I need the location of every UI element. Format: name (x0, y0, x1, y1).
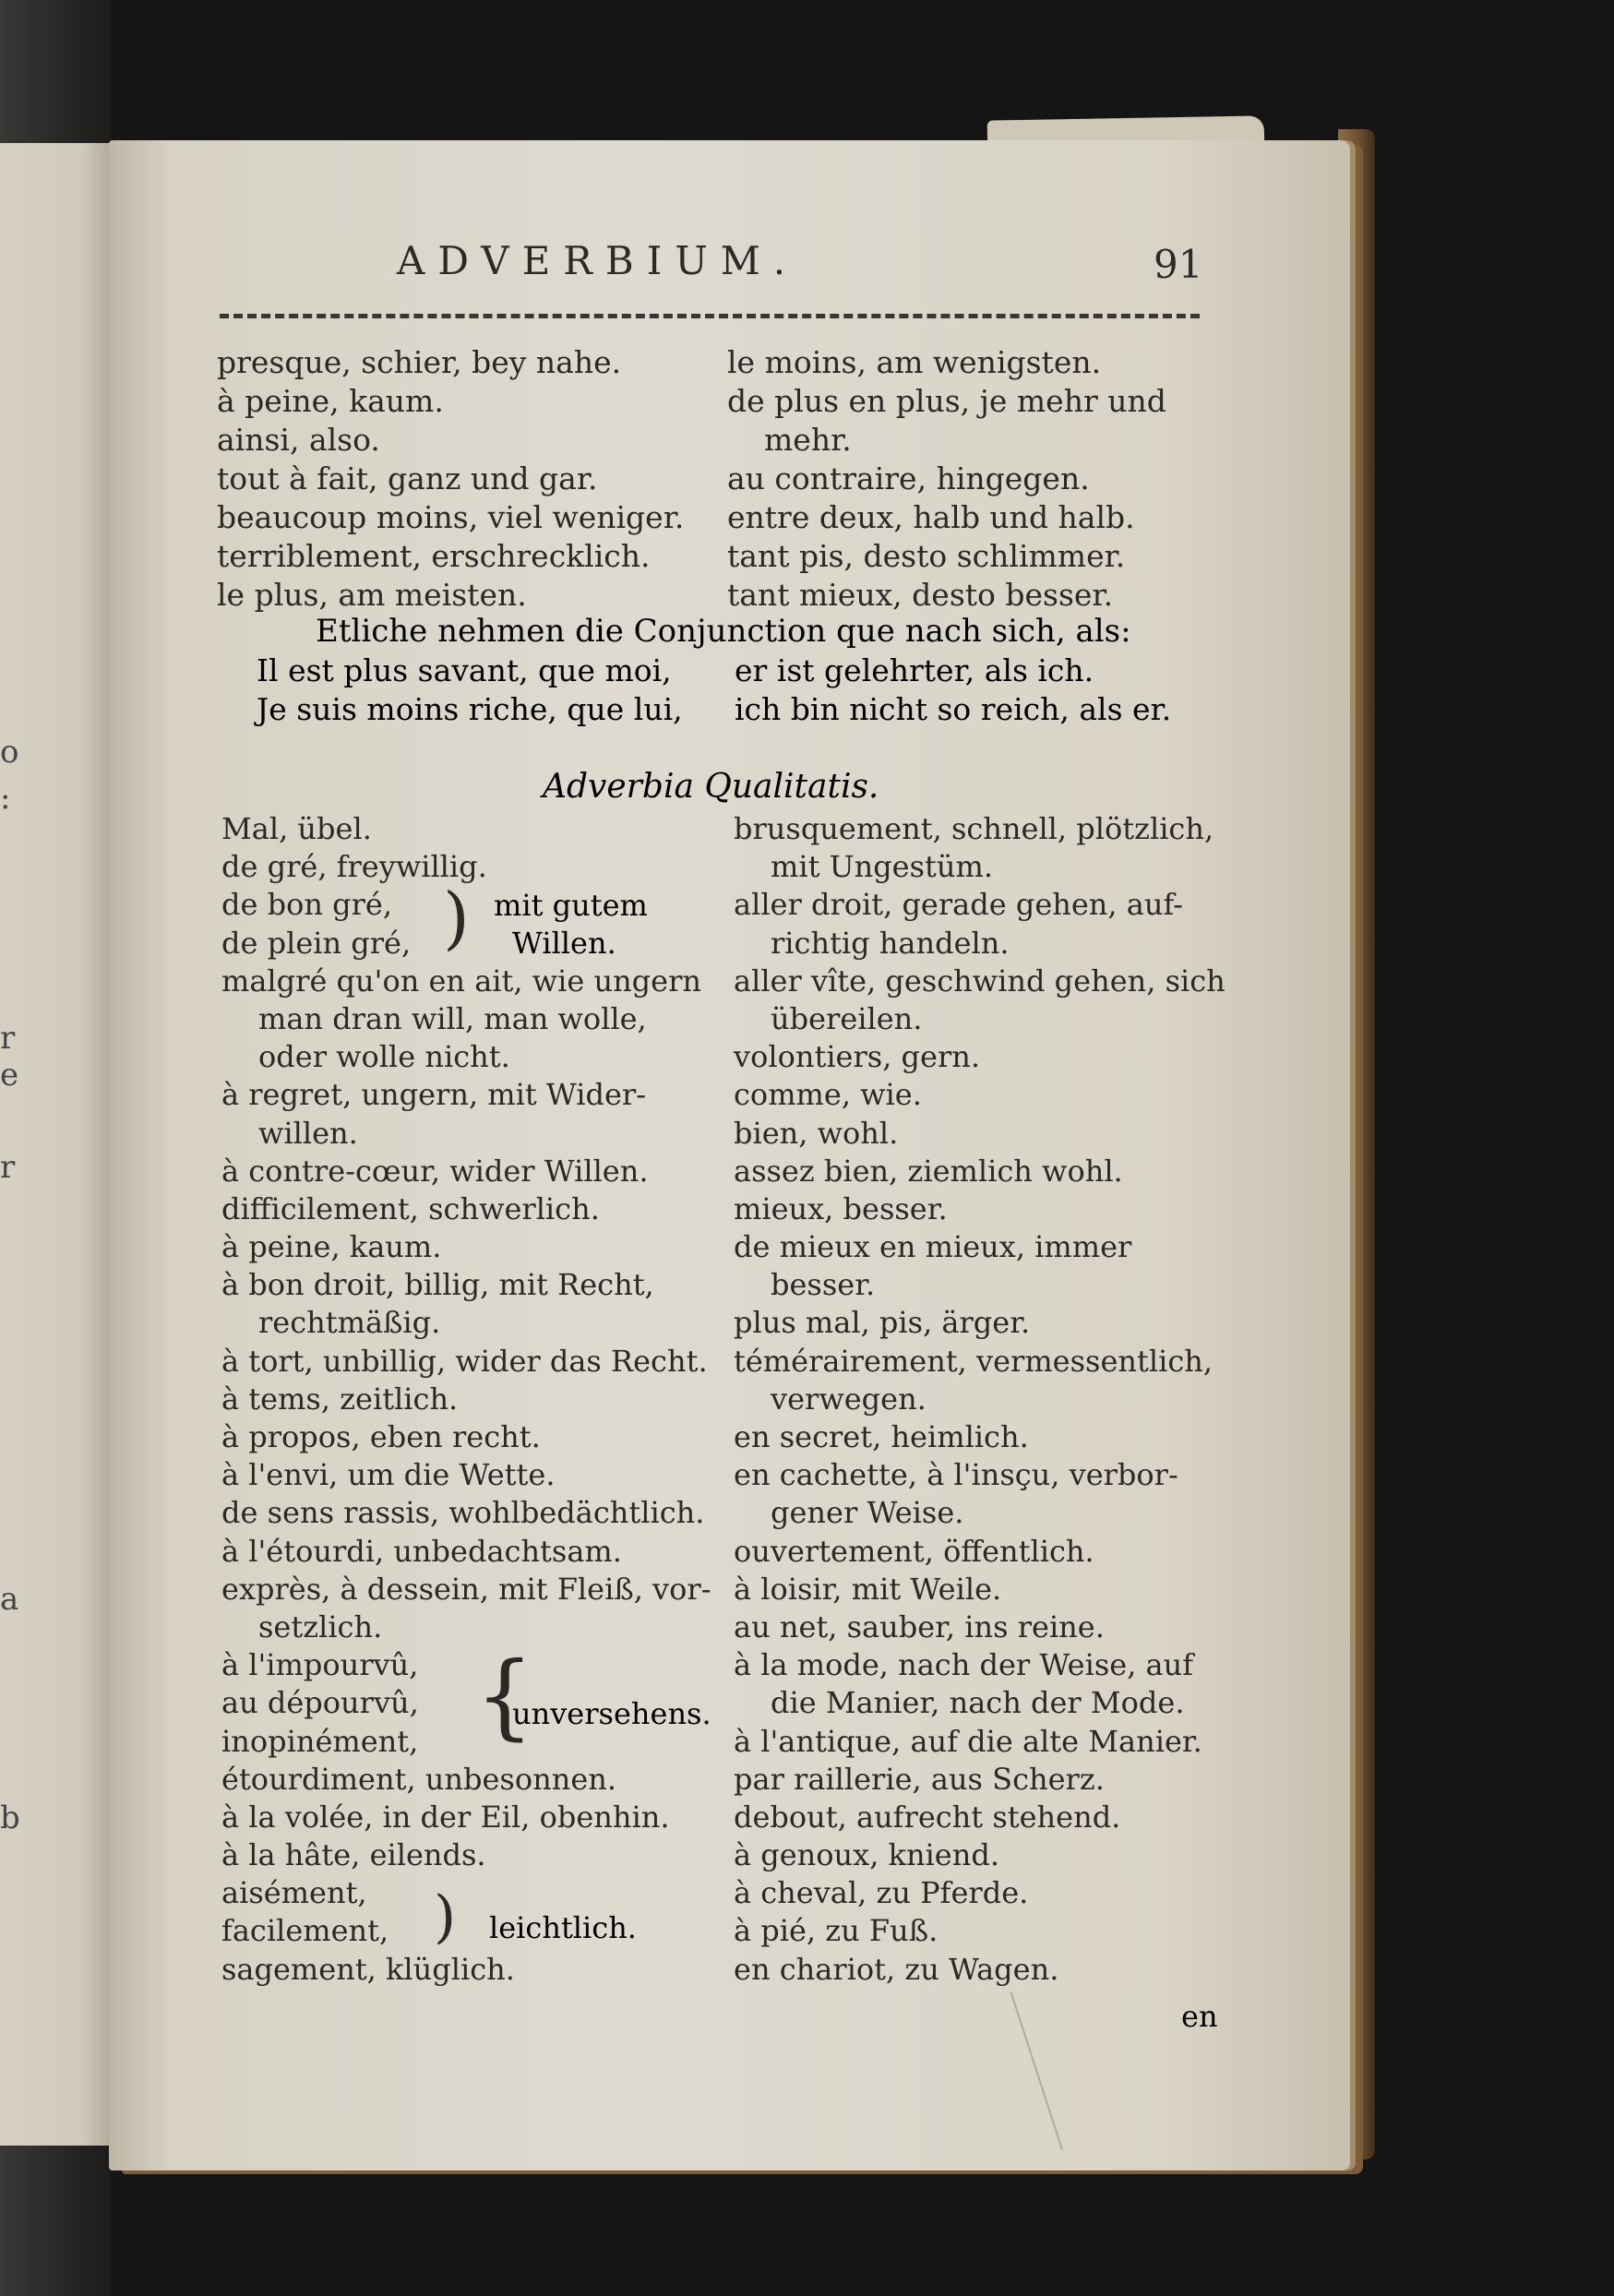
entry-line: setzlich. (258, 1608, 383, 1644)
qualitatis-left-column (221, 810, 711, 1989)
entry-line: de plein gré, (221, 925, 412, 961)
entry-line: par raillerie, aus Scherz. (734, 1761, 1105, 1797)
entry-line: à loisir, mit Weile. (734, 1571, 1002, 1607)
entry-line: willen. (258, 1115, 358, 1151)
edge-letter: : (0, 780, 11, 817)
entry-line: presque, schier, bey nahe. (217, 344, 622, 380)
entry-line: tant pis, desto schlimmer. (727, 538, 1126, 574)
entry-line: man dran will, man wolle, (258, 1000, 647, 1036)
brace-gloss: leichtlich. (489, 1910, 637, 1945)
entry-line: assez bien, ziemlich wohl. (734, 1153, 1123, 1189)
entry-line: à tort, unbillig, wider das Recht. (221, 1343, 708, 1379)
entry-line: au contraire, hingegen. (727, 460, 1090, 496)
entry-line: de bon gré, (221, 887, 393, 923)
conjunction-note: Etliche nehmen die Conjunction que nach sich, als: (316, 613, 1131, 650)
top-right-column (727, 343, 1166, 615)
right-brace: ) (434, 1883, 457, 1950)
entry-line: mit Ungestüm. (771, 849, 994, 885)
entry-line: rechtmäßig. (258, 1305, 441, 1341)
entry-line: à l'antique, auf die alte Manier. (734, 1723, 1202, 1759)
entry-line: étourdiment, unbesonnen. (221, 1761, 617, 1797)
entry-line: inopinément, (221, 1723, 419, 1759)
entry-line: facilement, (221, 1913, 389, 1949)
entry-line: übereilen. (771, 1000, 923, 1036)
entry-line: die Manier, nach der Mode. (771, 1685, 1185, 1721)
entry-line: terriblement, erschrecklich. (217, 538, 651, 574)
qualitatis-right-column (734, 810, 1225, 1989)
entry-line: tout à fait, ganz und gar. (217, 460, 598, 496)
entry-line: de plus en plus, je mehr und (727, 383, 1166, 419)
edge-letter: a (0, 1581, 19, 1618)
entry-line: à pié, zu Fuß. (734, 1913, 939, 1949)
entry-line: de mieux en mieux, immer (734, 1229, 1132, 1265)
entry-line: à l'impourvû, (221, 1647, 419, 1683)
top-left-column (217, 343, 684, 615)
entry-line: richtig handeln. (771, 925, 1010, 961)
section-heading: Adverbia Qualitatis. (543, 768, 879, 806)
entry-line: sagement, klüglich. (221, 1951, 515, 1987)
entry-line: en chariot, zu Wagen. (734, 1951, 1059, 1987)
example-line: Il est plus savant, que moi, (257, 652, 672, 688)
examples-french (257, 652, 683, 729)
entry-line: en cachette, à l'insçu, verbor- (734, 1457, 1178, 1493)
examples-german (735, 652, 1171, 729)
edge-letter: e (0, 1057, 19, 1094)
entry-line: à cheval, zu Pferde. (734, 1875, 1029, 1911)
entry-line: au net, sauber, ins reine. (734, 1608, 1105, 1644)
entry-line: à la mode, nach der Weise, auf (734, 1647, 1194, 1683)
entry-line: ouvertement, öffentlich. (734, 1533, 1094, 1569)
entry-line: brusquement, schnell, plötzlich, (734, 811, 1214, 846)
entry-line: à regret, ungern, mit Wider- (221, 1077, 646, 1113)
entry-line: mehr. (764, 422, 852, 458)
entry-line: entre deux, halb und halb. (727, 499, 1135, 535)
entry-line: bien, wohl. (734, 1115, 899, 1151)
entry-line: de gré, freywillig. (221, 849, 487, 885)
entry-line: volontiers, gern. (734, 1039, 981, 1075)
entry-line: à la hâte, eilends. (221, 1837, 486, 1873)
example-line: er ist gelehrter, als ich. (735, 652, 1094, 688)
entry-line: Mal, übel. (221, 811, 372, 846)
entry-line: le plus, am meisten. (217, 577, 527, 613)
curly-brace: { (475, 1642, 534, 1750)
entry-line: exprès, à dessein, mit Fleiß, vor- (221, 1571, 711, 1607)
entry-line: oder wolle nicht. (258, 1039, 510, 1075)
entry-line: ainsi, also. (217, 422, 380, 458)
brace-gloss-line: mit gutem (494, 888, 648, 923)
entry-line: en secret, heimlich. (734, 1419, 1029, 1454)
brace-gloss-line: Willen. (512, 926, 616, 961)
entry-line: à tems, zeitlich. (221, 1381, 459, 1417)
left-page-edge (0, 143, 118, 2146)
entry-line: à l'envi, um die Wette. (221, 1457, 556, 1493)
entry-line: comme, wie. (734, 1077, 922, 1113)
entry-line: malgré qu'on en ait, wie ungern (221, 963, 701, 999)
right-brace: ) (443, 879, 470, 958)
entry-line: aller vîte, geschwind gehen, sich (734, 963, 1225, 999)
catchword: en (1181, 1999, 1218, 2034)
running-title: ADVERBIUM. (397, 238, 799, 283)
entry-line: plus mal, pis, ärger. (734, 1305, 1031, 1341)
page-number: 91 (1154, 242, 1203, 287)
entry-line: aller droit, gerade gehen, auf- (734, 887, 1183, 923)
header-rule (220, 314, 1200, 318)
edge-letter: r (0, 1020, 16, 1057)
entry-line: difficilement, schwerlich. (221, 1190, 600, 1226)
entry-line: à peine, kaum. (221, 1229, 442, 1265)
entry-line: beaucoup moins, viel weniger. (217, 499, 685, 535)
entry-line: debout, aufrecht stehend. (734, 1799, 1121, 1835)
entry-line: gener Weise. (771, 1495, 964, 1531)
entry-line: verwegen. (771, 1381, 927, 1417)
edge-letter: o (0, 734, 19, 771)
entry-line: à la volée, in der Eil, obenhin. (221, 1799, 670, 1835)
entry-line: à l'étourdi, unbedachtsam. (221, 1533, 622, 1569)
entry-line: tant mieux, desto besser. (727, 577, 1114, 613)
entry-line: aisément, (221, 1875, 367, 1911)
entry-line: à genoux, kniend. (734, 1837, 999, 1873)
edge-letter: r (0, 1149, 16, 1186)
entry-line: le moins, am wenigsten. (727, 344, 1102, 380)
entry-line: à peine, kaum. (217, 383, 444, 419)
entry-line: témérairement, vermessentlich, (734, 1343, 1213, 1379)
entry-line: à propos, eben recht. (221, 1419, 541, 1454)
entry-line: au dépourvû, (221, 1685, 419, 1721)
entry-line: de sens rassis, wohlbedächtlich. (221, 1495, 705, 1531)
entry-line: à contre-cœur, wider Willen. (221, 1153, 649, 1189)
entry-line: à bon droit, billig, mit Recht, (221, 1267, 654, 1303)
edge-letter: b (0, 1800, 20, 1836)
entry-line: mieux, besser. (734, 1190, 948, 1226)
brace-gloss: unversehens. (512, 1696, 711, 1731)
entry-line: besser. (771, 1267, 876, 1303)
example-line: Je suis moins riche, que lui, (257, 691, 683, 727)
example-line: ich bin nicht so reich, als er. (735, 691, 1172, 727)
